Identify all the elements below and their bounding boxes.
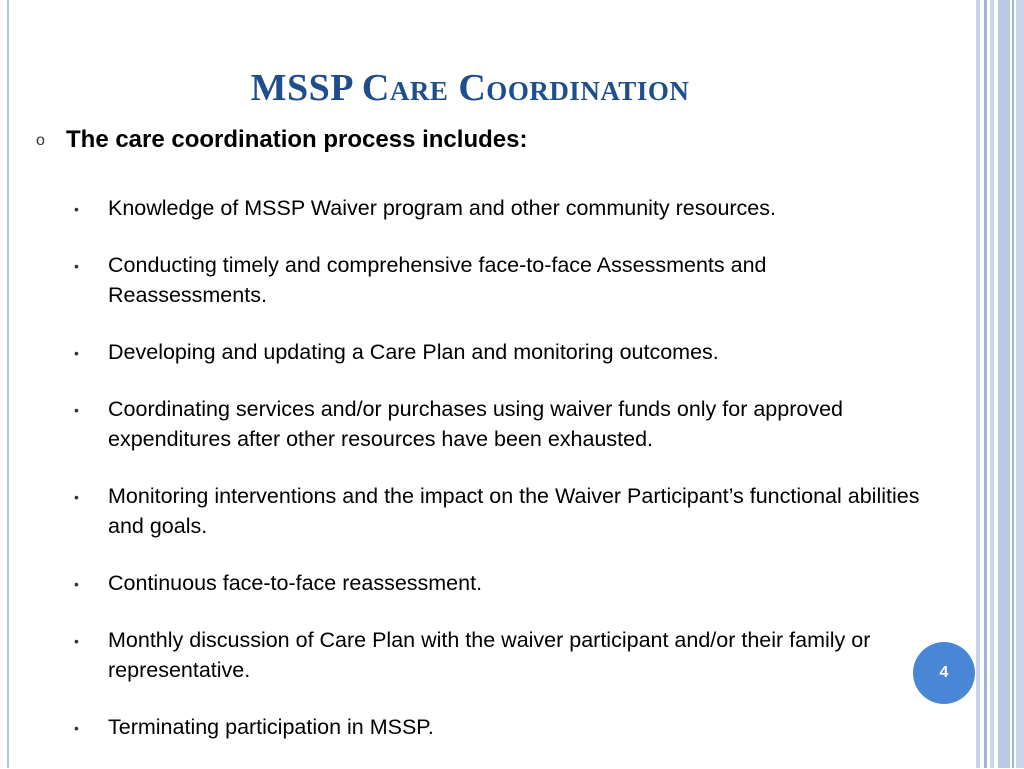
circle-bullet-icon: o — [36, 132, 45, 149]
list-item-text: Coordinating services and/or purchases using waiver funds only for approved expenditures after other resources have been exhausted. — [108, 397, 843, 451]
stripe — [976, 0, 980, 768]
right-decorative-stripes — [976, 0, 1024, 768]
bullet-dot-icon: • — [74, 633, 79, 649]
list-item — [74, 337, 924, 367]
list-item — [74, 193, 924, 223]
list-item-text: Terminating participation in MSSP. — [108, 715, 434, 739]
bullet-dot-icon: • — [74, 489, 79, 505]
list-item — [74, 394, 924, 454]
bullet-dot-icon: • — [74, 402, 79, 418]
list-item-text: Developing and updating a Care Plan and monitoring outcomes. — [108, 340, 719, 364]
stripe — [984, 0, 987, 768]
list-item-text: Monitoring interventions and the impact on the Waiver Participant’s functional abilities and goals. — [108, 484, 920, 538]
stripe — [998, 0, 1010, 768]
stripe — [990, 0, 994, 768]
list-item — [74, 625, 924, 685]
list-item-text: Monthly discussion of Care Plan with the waiver participant and/or their family or representative. — [108, 628, 871, 682]
heading-row — [36, 126, 527, 154]
page-number-badge: 4 — [913, 642, 975, 704]
bullet-dot-icon: • — [74, 201, 79, 217]
bullet-dot-icon: • — [74, 258, 79, 274]
list-item — [74, 250, 924, 310]
bullet-dot-icon: • — [74, 720, 79, 736]
section-heading: The care coordination process includes: — [66, 126, 528, 153]
bullet-list — [74, 193, 924, 769]
list-item-text: Continuous face-to-face reassessment. — [108, 571, 483, 595]
list-item-text: Conducting timely and comprehensive face-to-face Assessments and Reassessments. — [108, 253, 767, 307]
list-item — [74, 481, 924, 541]
list-item — [74, 568, 924, 598]
bullet-dot-icon: • — [74, 345, 79, 361]
list-item — [74, 712, 924, 742]
slide-title: MSSP Care Coordination — [250, 67, 690, 109]
bullet-dot-icon: • — [74, 576, 79, 592]
left-border-line — [7, 0, 9, 768]
stripe — [1016, 0, 1024, 768]
stripe — [1012, 0, 1014, 768]
list-item-text: Knowledge of MSSP Waiver program and other community resources. — [108, 196, 776, 220]
